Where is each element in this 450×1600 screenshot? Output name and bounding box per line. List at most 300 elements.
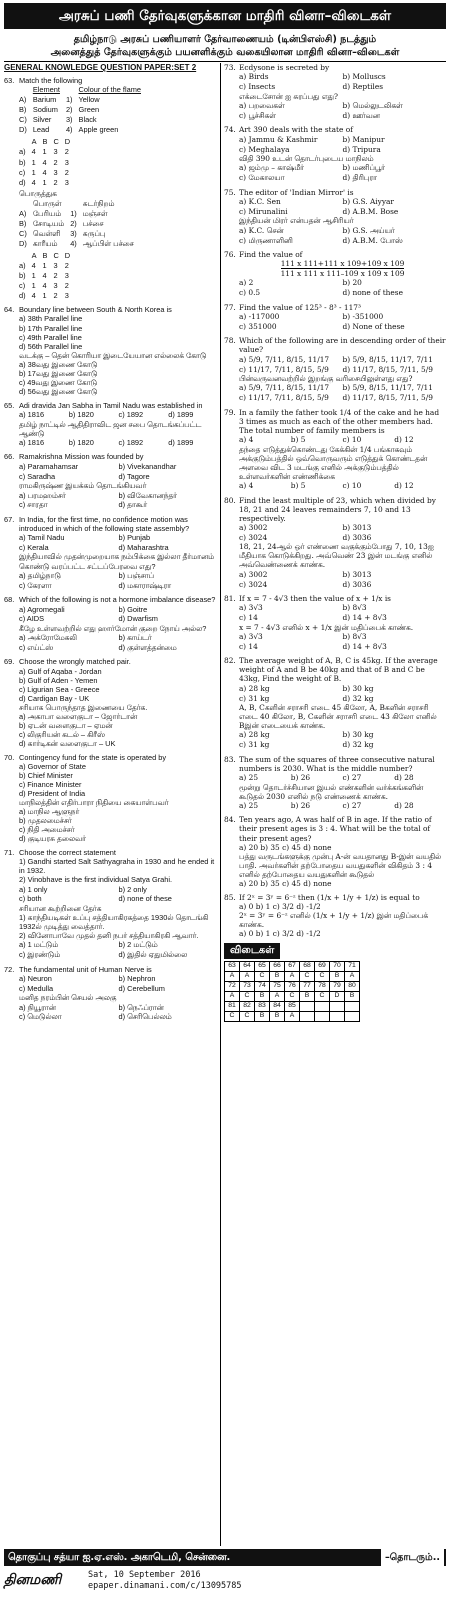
answer-cell: 73 xyxy=(240,982,255,992)
table-cell: Sodium xyxy=(32,105,58,115)
option: d) A.B.M. Bose xyxy=(342,206,399,216)
edition-stamp xyxy=(88,1570,242,1591)
table-cell: D xyxy=(64,250,71,260)
option: a) 25 xyxy=(239,801,259,811)
column-heading: பொருள் xyxy=(32,198,62,208)
table-cell: 1 xyxy=(42,290,47,300)
question-text: Find the value of xyxy=(239,249,303,259)
subtitle-2: அனைத்துத் தேர்வுகளுக்கும் பயனளிக்கும் வகையிலான மாதிரி வினா–விடைகள் xyxy=(50,47,400,58)
footer-bar xyxy=(4,1549,446,1566)
statement: 1) Gandhi started Salt Sathyagraha in 1930 and he ended it in 1932. xyxy=(19,857,215,876)
option: c) Insects xyxy=(239,82,276,92)
option-line: a) 20 b) 35 c) 45 d) none xyxy=(239,878,332,888)
answer-cell: C xyxy=(255,972,270,982)
question-text: The sum of the squares of three consecutive natural numbers is 2030. What is the middle number? xyxy=(239,754,435,773)
option: b) 17வது இணை கோடு xyxy=(19,368,98,378)
option: d) 3036 xyxy=(342,532,372,542)
option: d) மகாராஷ்டிரா xyxy=(118,580,172,590)
column-heading: சுடர்நிறம் xyxy=(82,198,115,208)
option: d) None of these xyxy=(342,321,405,331)
option: b) Punjab xyxy=(118,533,151,543)
table-cell: 2 xyxy=(64,167,69,177)
question-66 xyxy=(4,452,218,509)
question-number: 65. xyxy=(4,400,15,410)
table-cell: 2 xyxy=(64,147,69,157)
question-text: In a family the father took 1/4 of the cake and he had 3 times as much as each of the other members had. The total number of family members is xyxy=(239,407,440,435)
option: c) 14 xyxy=(239,641,258,651)
tamil-code-table xyxy=(19,250,76,300)
option: b) G.S. Aiyyar xyxy=(342,197,394,207)
option: c) கேரளா xyxy=(19,580,52,590)
right-column xyxy=(224,63,446,1546)
option: c) இரண்டும் xyxy=(19,950,61,960)
question-number: 78. xyxy=(224,336,236,346)
table-cell: 3 xyxy=(53,260,58,270)
table-cell: Green xyxy=(78,105,100,115)
question-68 xyxy=(4,595,218,652)
option: b) பஞ்சாப் xyxy=(118,570,155,580)
option: d) none of these xyxy=(342,288,403,298)
option: b) Manipur xyxy=(342,134,385,144)
answer-cell xyxy=(330,1012,345,1022)
table-cell: A) xyxy=(19,208,27,218)
question-text: Ten years ago, A was half of B in age. If the ratio of their present ages is 3 : 4. What will be the total of their present ages? xyxy=(239,815,432,843)
table-cell: c) xyxy=(19,167,26,177)
column-heading: Element xyxy=(32,85,60,95)
option: c) 3024 xyxy=(239,532,268,542)
option: a) அகாபா வளைகுடா – ஜோர்டான் xyxy=(19,711,138,721)
column-divider xyxy=(220,63,221,1546)
answer-cell: 79 xyxy=(330,982,345,992)
question-71 xyxy=(4,848,218,960)
option: c) Saradha xyxy=(19,471,56,481)
answer-cell: 74 xyxy=(255,982,270,992)
table-cell: 3 xyxy=(53,147,58,157)
option: d) 1899 xyxy=(168,410,194,420)
option: a) 4 xyxy=(239,435,254,445)
answer-cell: 80 xyxy=(345,982,360,992)
answer-cell: 70 xyxy=(330,962,345,972)
table-cell: 4 xyxy=(31,177,36,187)
table-cell: 3) xyxy=(70,228,77,238)
option: d) President of India xyxy=(19,788,86,798)
option: b) Gulf of Aden - Yemen xyxy=(19,675,98,685)
table-cell: D xyxy=(64,137,71,147)
option: a) 3002 xyxy=(239,569,268,579)
option: b) 3013 xyxy=(342,522,372,532)
table-cell: 4 xyxy=(31,260,36,270)
question-number: 64. xyxy=(4,305,15,315)
option: a) 25 xyxy=(239,773,259,783)
option: a) 1816 xyxy=(19,410,45,420)
option: a) Paramahamsar xyxy=(19,461,79,471)
answer-cell: A xyxy=(270,992,285,1002)
option: a) 3√3 xyxy=(239,632,263,642)
option: d) திரிபுரா xyxy=(342,173,378,183)
table-cell: 4 xyxy=(31,147,36,157)
table-cell: A xyxy=(31,137,37,147)
answer-cell: C xyxy=(240,992,255,1002)
table-cell: Silver xyxy=(32,115,52,125)
option: d) 32 kg xyxy=(342,693,374,703)
table-cell: 2 xyxy=(53,290,58,300)
option: a) Governor of State xyxy=(19,761,86,771)
table-cell: D) xyxy=(19,238,27,248)
table-cell: 2 xyxy=(53,157,58,167)
question-69 xyxy=(4,657,218,747)
table-cell xyxy=(19,250,32,260)
answer-cell: 67 xyxy=(285,962,300,972)
option: b) நெஃப்ரான் xyxy=(118,1002,164,1012)
question-text: The fundamental unit of Human Nerve is xyxy=(19,964,152,974)
table-cell: 1) xyxy=(70,208,77,218)
option: b) Molluscs xyxy=(342,72,386,82)
option: c) 1892 xyxy=(118,410,144,420)
answer-cell: A xyxy=(285,972,300,982)
table-cell: B xyxy=(42,250,48,260)
column-heading: Colour of the flame xyxy=(78,85,141,95)
tamil-question-text: x = 7 - 4√3 எனில் x + 1/x இன் மதிப்பைக் காண்க. xyxy=(239,622,414,632)
option: d) 1899 xyxy=(168,438,194,448)
option: d) 28 xyxy=(394,801,414,811)
answer-cell: 72 xyxy=(225,982,240,992)
answer-cell xyxy=(315,1002,330,1012)
option: d) 56th Parallel line xyxy=(19,341,83,351)
option: a) 38th Parallel line xyxy=(19,314,83,324)
option: b) 30 kg xyxy=(342,730,374,740)
option: c) மெடுல்லா xyxy=(19,1012,62,1022)
answer-cell: 77 xyxy=(300,982,315,992)
answer-cell: 68 xyxy=(300,962,315,972)
option: c) Ligurian Sea - Greece xyxy=(19,684,100,694)
table-cell: 1 xyxy=(42,147,47,157)
option: b) முதலமைச்சர் xyxy=(19,816,72,825)
answer-cell: 63 xyxy=(225,962,240,972)
question-number: 84. xyxy=(224,815,236,825)
option: b) விவேகானந்தர் xyxy=(118,490,178,500)
answer-cell xyxy=(345,1002,360,1012)
table-cell: Yellow xyxy=(78,95,100,105)
question-82 xyxy=(224,656,446,749)
page-title: அரசுப் பணி தேர்வுகளுக்கான மாதிரி வினா–விடைகள் xyxy=(4,3,446,29)
answer-cell: B xyxy=(255,1012,270,1022)
answer-cell: A xyxy=(285,1012,300,1022)
tamil-question-text: மாநிலத்தின் எதிர்பாரா நிதியை கையாள்பவர் xyxy=(19,797,169,807)
answer-cell: 83 xyxy=(255,1002,270,1012)
answer-cell: 75 xyxy=(270,982,285,992)
table-cell: 3 xyxy=(53,167,58,177)
tamil-question-text: எக்டைசோன் ஐ சுரப்பது எது? xyxy=(239,91,338,101)
question-text: In India, for the first time, no confidence motion was introduced in which of the following state assembly? xyxy=(19,514,190,533)
table-cell: 3 xyxy=(64,157,69,167)
question-85 xyxy=(224,893,446,938)
option: c) AIDS xyxy=(19,614,45,624)
question-80 xyxy=(224,496,446,589)
table-cell: 4 xyxy=(42,270,47,280)
option: b) 20 xyxy=(342,278,362,288)
option: c) 49th Parallel line xyxy=(19,332,82,342)
question-77 xyxy=(224,303,446,332)
question-number: 76. xyxy=(224,249,236,259)
option: c) மிருணாளினி xyxy=(239,235,293,245)
option: d) Reptiles xyxy=(342,82,383,92)
tamil-question-text: தந்தை எடுத்துக்கொண்டது கேக்கின் 1/4 பங்காகவும் அக்குடும்பத்தில் ஒவ்வொருவரும் எடுத்துக் கொண்டதன் அளவை விட 3 மடங்கு எனில் அக்குடும்பத்தில் உள்ளவர்களின் எண்ணிக்கை xyxy=(239,444,428,481)
table-cell: a) xyxy=(19,260,26,270)
option: c) சாரதா xyxy=(19,500,48,510)
option: c) 27 xyxy=(342,773,362,783)
option: b) -351000 xyxy=(342,312,384,322)
option: c) பூச்சிகள் xyxy=(239,110,276,120)
answer-cell: 71 xyxy=(345,962,360,972)
option: d) 3036 xyxy=(342,579,372,589)
option: b) 1820 xyxy=(68,438,94,448)
option: c) 31 kg xyxy=(239,740,270,750)
footer-credit: தொகுப்பு சத்யா ஐ.ஏ.எஸ். அகாடெமி, சென்னை. xyxy=(8,1552,231,1563)
option: d) இதில் ஏதுமில்லை xyxy=(118,950,188,960)
option: a) 4 xyxy=(239,481,254,491)
answer-cell xyxy=(330,1002,345,1012)
question-text: Ecdysone is secreted by xyxy=(239,63,330,72)
option: a) K.C. Sen xyxy=(239,197,281,207)
table-cell: சோடியம் xyxy=(32,218,65,228)
table-cell: 2 xyxy=(64,280,69,290)
table-cell: 1 xyxy=(31,167,36,177)
option: b) 26 xyxy=(290,801,311,811)
left-column xyxy=(4,63,218,1546)
question-number: 79. xyxy=(224,407,236,417)
continued-label: –தொடரும்.. xyxy=(381,1549,444,1566)
statement: 1) காந்தியடிகள் உப்பு சத்தியாகிரகத்தை 1930ல் தொடங்கி 1932ல் முடித்து வைத்தார். xyxy=(19,912,209,931)
option: b) 17th Parallel line xyxy=(19,323,83,333)
option: a) 28 kg xyxy=(239,730,270,740)
option: a) தமிழ்நாடு xyxy=(19,570,61,580)
answer-cell xyxy=(300,1012,315,1022)
option: d) 14 + 8√3 xyxy=(342,641,387,651)
option: c) Kerala xyxy=(19,543,49,553)
question-text: Choose the correct statement xyxy=(19,848,116,858)
edition-url[interactable]: epaper.dinamani.com/c/13095785 xyxy=(88,1580,242,1591)
option: c) 10 xyxy=(342,435,362,445)
option: b) ஏடன் வளைகுடா – ஏமன் xyxy=(19,720,113,730)
option: d) 32 kg xyxy=(342,740,374,750)
question-81 xyxy=(224,594,446,651)
fraction-denominator: 111 x 111 x 111–109 x 109 x 109 xyxy=(280,269,405,278)
answer-cell xyxy=(315,1012,330,1022)
question-number: 70. xyxy=(4,752,15,762)
table-cell: b) xyxy=(19,157,26,167)
table-cell: 3 xyxy=(64,270,69,280)
table-cell: Barium xyxy=(32,95,57,105)
option: c) எய்ட்ஸ் xyxy=(19,643,54,653)
option: b) Chief Minister xyxy=(19,770,73,780)
question-number: 82. xyxy=(224,656,236,666)
option-line: a) 0 b) 1 c) 3/2 d) -1/2 xyxy=(239,928,321,938)
answer-cell: 69 xyxy=(315,962,330,972)
option: b) 2 மட்டும் xyxy=(118,940,158,950)
answer-cell: B xyxy=(255,992,270,1002)
option: a) Jammu & Kashmir xyxy=(239,134,318,144)
option: a) Gulf of Aqaba - Jordan xyxy=(19,666,102,676)
answer-cell: B xyxy=(270,1012,285,1022)
answer-key-title: விடைகள் xyxy=(224,943,280,959)
option: b) 30 kg xyxy=(342,683,374,693)
table-cell: 4) xyxy=(65,125,73,135)
option: b) 5/9, 8/15, 11/17, 7/11 xyxy=(342,383,433,393)
option: d) 28 xyxy=(394,773,414,783)
tamil-question-text: பத்து வருடங்களுக்கு முன்பு A-ன் வயதானது B-இன் வயதில் பாதி. அவர்களின் தற்போதைய வயதுகளின் விகிதம் 3 : 4 எனில் தற்போதைய வயதுகளின் கூடுதல் xyxy=(239,851,442,879)
question-number: 81. xyxy=(224,593,236,603)
statement: 2) Vinobhave is the first individual Satya Grahi. xyxy=(19,875,173,885)
option: a) 5/9, 7/11, 8/15, 11/17 xyxy=(239,383,330,393)
table-cell: C xyxy=(53,250,59,260)
tamil-question-text: மூன்று தொடர்ச்சியான இயல் எண்களின் வர்க்கங்களின் கூடுதல் 2030 எனில் நடு எண்ணைக் காண்க. xyxy=(239,782,424,801)
option: b) G.S. அய்யர் xyxy=(342,225,395,235)
question-text: Adi dravida Jan Sabha in Tamil Nadu was established in xyxy=(19,400,203,410)
table-cell: 4) xyxy=(70,238,77,248)
tamil-question-text: 18, 21, 24ஆல் ஒர் எண்ணை வகுக்கும்போது 7, 10, 13ஐ மீதியாக கொடுக்கிறது. அவ்வெண் 23 இன் மடங்கு எனில் அவ்வெண்ணைக் காண்க. xyxy=(239,542,434,570)
table-cell: 1) xyxy=(65,95,73,105)
answer-cell: C xyxy=(315,992,330,1002)
option: b) 26 xyxy=(290,773,311,783)
table-cell: 1 xyxy=(31,157,36,167)
question-number: 72. xyxy=(4,964,15,974)
question-text: Ramakrishna Mission was founded by xyxy=(19,452,144,462)
answer-cell: 81 xyxy=(225,1002,240,1012)
question-73 xyxy=(224,63,446,120)
table-cell: 2 xyxy=(53,177,58,187)
question-83 xyxy=(224,755,446,811)
answer-cell: 66 xyxy=(270,962,285,972)
option: a) பறவைகள் xyxy=(239,101,285,111)
table-cell: 2) xyxy=(70,218,77,228)
question-text: Boundary line between South & North Korea is xyxy=(19,305,172,315)
option: c) 3024 xyxy=(239,579,268,589)
option: c) 10 xyxy=(342,481,362,491)
option: c) both xyxy=(19,894,42,904)
option: c) Medulla xyxy=(19,983,54,993)
question-79 xyxy=(224,408,446,491)
question-number: 85. xyxy=(224,892,236,902)
option: c) 27 xyxy=(342,801,362,811)
answer-table xyxy=(224,961,360,1022)
option: a) நியூரான் xyxy=(19,1002,56,1012)
tamil-question-text: வடக்கு – தென் கொரியா இடையேயான எல்லைக் கோடு xyxy=(19,350,207,360)
table-cell: 1 xyxy=(31,280,36,290)
table-cell: 2) xyxy=(65,105,73,115)
answer-cell: 76 xyxy=(285,982,300,992)
option: b) 3013 xyxy=(342,569,372,579)
question-text: Find the least multiple of 23, which when divided by 18, 21 and 24 leaves remainders 7, 10 and 13 respectively. xyxy=(239,495,436,523)
option: d) A.B.M. போஸ் xyxy=(342,235,403,245)
answer-cell: 84 xyxy=(270,1002,285,1012)
question-74 xyxy=(224,125,446,182)
option: d) ஊர்வன xyxy=(342,110,380,120)
tamil-question-text: சரியாக பொருந்தாத இணையை தேர்க. xyxy=(19,702,148,712)
table-cell: காரீயம் xyxy=(32,238,58,248)
tamil-question-text: ராமகிருஷ்ண இயக்கம் தொடங்கியவர் xyxy=(19,481,147,491)
table-cell: 3) xyxy=(65,115,73,125)
answer-cell: A xyxy=(345,972,360,982)
table-cell: 1 xyxy=(31,270,36,280)
question-65 xyxy=(4,401,218,448)
table-cell: 3 xyxy=(53,280,58,290)
option: b) Goitre xyxy=(118,604,148,614)
option: d) Tagore xyxy=(118,471,150,481)
question-text: Contingency fund for the state is operated by xyxy=(19,752,167,762)
answer-key xyxy=(224,943,446,1022)
question-text: Choose the wrongly matched pair. xyxy=(19,657,131,667)
question-84 xyxy=(224,815,446,887)
option: c) 49வது இணை கோடு xyxy=(19,377,98,387)
option: a) Tamil Nadu xyxy=(19,533,65,543)
question-70 xyxy=(4,753,218,843)
question-text: Which of the following are in descending order of their value? xyxy=(239,336,446,355)
answer-cell: 64 xyxy=(240,962,255,972)
option-line: a) 20 b) 35 c) 45 d) none xyxy=(239,842,332,852)
table-cell: B) xyxy=(19,105,27,115)
question-text: If 2ˣ = 3ʸ = 6⁻ᶻ then (1/x + 1/y + 1/z) is equal to xyxy=(239,892,420,902)
question-number: 73. xyxy=(224,63,236,72)
table-cell: கருப்பு xyxy=(82,228,106,238)
answer-cell: A xyxy=(225,992,240,1002)
subtitle-1: தமிழ்நாடு அரசுப் பணியாளர் தேர்வாணையம் (டின்பிஎஸ்சி) நடத்தும் xyxy=(73,34,377,45)
statement: 2) வினோபாவே முதல் தனி நபர் சத்தியாகிரகி ஆவார். xyxy=(19,930,199,940)
question-78 xyxy=(224,336,446,402)
question-number: 80. xyxy=(224,495,236,505)
answer-cell: A xyxy=(240,972,255,982)
table-cell: Apple green xyxy=(78,125,119,135)
answer-cell: A xyxy=(225,972,240,982)
answer-cell: 78 xyxy=(315,982,330,992)
option: c) 31 kg xyxy=(239,693,270,703)
table-cell: 1 xyxy=(42,260,47,270)
option: a) 1 மட்டும் xyxy=(19,940,59,950)
answer-cell: B xyxy=(270,972,285,982)
option: c) Finance Minister xyxy=(19,779,82,789)
table-cell: c) xyxy=(19,280,26,290)
option: a) அக்ரோமேகலி xyxy=(19,633,77,643)
table-cell xyxy=(19,137,32,147)
option: a) 1 only xyxy=(19,884,48,894)
question-number: 66. xyxy=(4,452,15,462)
question-number: 83. xyxy=(224,754,236,764)
option: b) மெல்லுடலிகள் xyxy=(342,101,403,111)
question-72 xyxy=(4,965,218,1022)
table-cell: 4 xyxy=(42,167,47,177)
option: a) -117000 xyxy=(239,312,280,322)
question-text: If x = 7 - 4√3 then the value of x + 1/x is xyxy=(239,593,391,603)
question-number: 63. xyxy=(4,75,15,85)
question-text: Match the following xyxy=(19,75,83,85)
tamil-question-text: இந்தியாவில் முதன்முறையாக நம்பிக்கை இல்லா தீர்மானம் கொண்டு வரப்பட்ட சட்டப்பேரவை எது? xyxy=(19,552,215,571)
question-number: 75. xyxy=(224,187,236,197)
option: c) 14 xyxy=(239,613,258,623)
question-63 xyxy=(4,76,218,301)
table-cell: b) xyxy=(19,270,26,280)
tamil-question-text: A, B, Cகளின் சராசரி எடை 45 கிலோ, A, Bகளின் சராசரி எடை 40 கிலோ, B, Cகளின் சராசரி எடை 43 கிலோ எனில் Bஇன் எடையைக் காண்க. xyxy=(239,702,437,731)
table-cell: A) xyxy=(19,95,27,105)
option: d) 56வது இணை கோடு xyxy=(19,386,98,396)
option: a) Neuron xyxy=(19,974,52,984)
paper-heading: GENERAL KNOWLEDGE QUESTION PAPER:SET 2 xyxy=(4,63,197,72)
option: d) 11/17, 8/15, 7/11, 5/9 xyxy=(342,393,433,403)
answer-cell: D xyxy=(330,992,345,1002)
header-rule xyxy=(4,61,446,62)
answer-cell: C xyxy=(315,972,330,982)
answer-cell: B xyxy=(330,972,345,982)
answer-cell: 85 xyxy=(285,1002,300,1012)
option: d) குள்ளத்தன்மை xyxy=(118,643,177,653)
